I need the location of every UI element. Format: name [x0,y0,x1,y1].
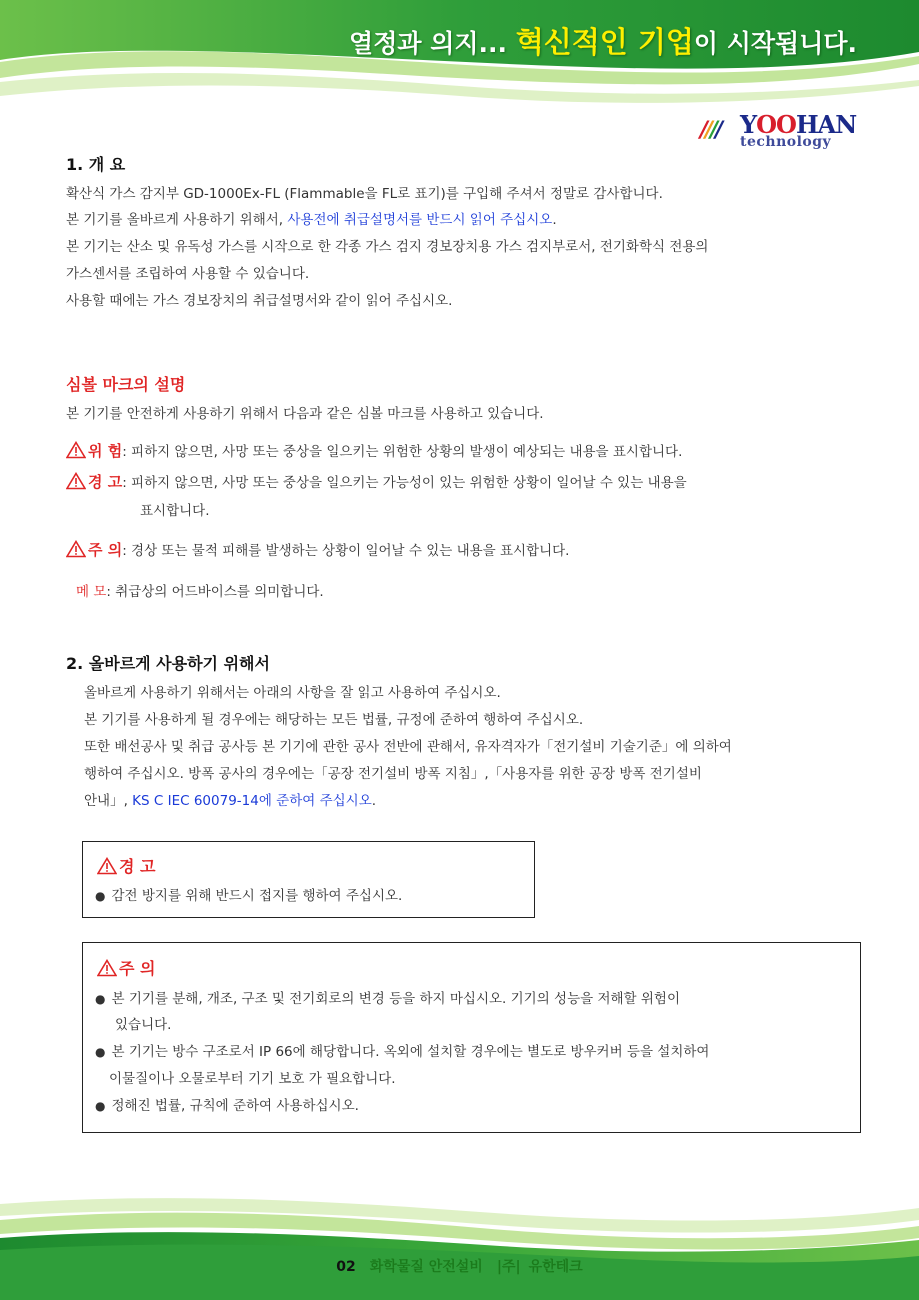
section1-line2: 본 기기를 올바르게 사용하기 위해서, 사용전에 취급설명서를 반드시 읽어 주십시오. [66,212,557,228]
footer-background [0,1190,919,1300]
warning-box-item: ● 감전 방지를 위해 반드시 접지를 행하여 주십시오. [95,888,403,904]
section2-title: 2. 올바르게 사용하기 위해서 [66,654,270,673]
section1-line4: 가스센서를 조립하여 사용할 수 있습니다. [66,266,310,282]
symbol-caution: 주 의: 경상 또는 물적 피해를 발생하는 상황이 일어날 수 있는 내용을 표시합니다. [66,539,569,560]
symbol-warning-cont: 표시합니다. [140,503,210,519]
warning-triangle-icon [97,857,117,875]
section2-line4: 행하여 주십시오. 방폭 공사의 경우에는「공장 전기설비 방폭 지침」,「사용자를 위한 공장 방폭 전기설비 [84,766,702,782]
warning-triangle-icon [66,540,86,558]
page-footer [0,1256,919,1276]
caution-item-1: ● 본 기기를 분해, 개조, 구조 및 전기회로의 변경 등을 하지 마십시오. 기기의 성능을 저해할 위험이 [95,991,680,1007]
warning-box-title: 경 고 [97,854,155,877]
bullet-icon: ● [95,992,106,1006]
slogan-highlight: 혁신적인 기업 [515,25,694,59]
warning-triangle-icon [66,472,86,490]
caution-item-3: ● 정해진 법률, 규칙에 준하여 사용하십시오. [95,1098,359,1114]
company-logo [700,112,860,154]
section2-line5: 안내」, KS C IEC 60079-14에 준하여 주십시오. [84,793,377,809]
logo-tagline: technology [740,134,832,150]
logo-wordmark: YOOHAN [740,110,857,139]
symbols-intro: 본 기기를 안전하게 사용하기 위해서 다음과 같은 심볼 마크를 사용하고 있습니다. [66,406,544,422]
section2-line2: 본 기기를 사용하게 될 경우에는 해당하는 모든 법률, 규정에 준하여 행하여 주십시오. [84,712,584,728]
logo-bars-icon: //// [700,118,721,143]
caution-item-2: ● 본 기기는 방수 구조로서 IP 66에 해당합니다. 옥외에 설치할 경우에는 별도로 방우커버 등을 설치하여 [95,1044,710,1060]
symbols-title: 심볼 마크의 설명 [66,375,186,394]
symbol-memo: 메 모: 취급상의 어드바이스를 의미합니다. [76,584,324,600]
symbol-danger: 위 험: 피하지 않으면, 사망 또는 중상을 일으키는 위험한 상황의 발생이 예상되는 내용을 표시합니다. [66,440,682,461]
warning-triangle-icon [97,959,117,977]
caution-item-1-cont: 있습니다. [115,1017,172,1033]
section1-title: 1. 개 요 [66,155,126,174]
caution-item-2-cont: 이물질이나 오물로부터 기기 보호 가 필요합니다. [109,1071,396,1087]
section1-line5: 사용할 때에는 가스 경보장치의 취급설명서와 같이 읽어 주십시오. [66,293,453,309]
caution-box-title: 주 의 [97,956,155,979]
section1-line1: 확산식 가스 감지부 GD-1000Ex-FL (Flammable을 FL로 표기)를 구입해 주셔서 정말로 감사합니다. [66,186,663,202]
section2-line3: 또한 배선공사 및 취급 공사등 본 기기에 관한 공사 전반에 관해서, 유자격자가「전기설비 기술기준」에 의하여 [84,739,732,755]
bullet-icon: ● [95,1045,106,1059]
bullet-icon: ● [95,889,106,903]
footer-company: 유한테크 [528,1259,583,1275]
footer-label: 화학물질 안전설비 [369,1259,483,1275]
warning-box [82,841,535,918]
symbol-warning: 경 고: 피하지 않으면, 사망 또는 중상을 일으키는 가능성이 있는 위험한 상황이 일어날 수 있는 내용을 [66,471,687,492]
warning-triangle-icon [66,441,86,459]
section2-line1: 올바르게 사용하기 위해서는 아래의 사항을 잘 읽고 사용하여 주십시오. [84,685,501,701]
section1-line3: 본 기기는 산소 및 유독성 가스를 시작으로 한 각종 가스 검지 경보장치용 가스 검지부로서, 전기화학식 전용의 [66,239,709,255]
page-number: 02 [336,1259,356,1275]
bullet-icon: ● [95,1099,106,1113]
header-slogan: 열정과 의지... 혁신적인 기업이 시작됩니다. [349,25,857,59]
caution-box [82,942,861,1133]
footer-separator: |주| [496,1259,521,1275]
